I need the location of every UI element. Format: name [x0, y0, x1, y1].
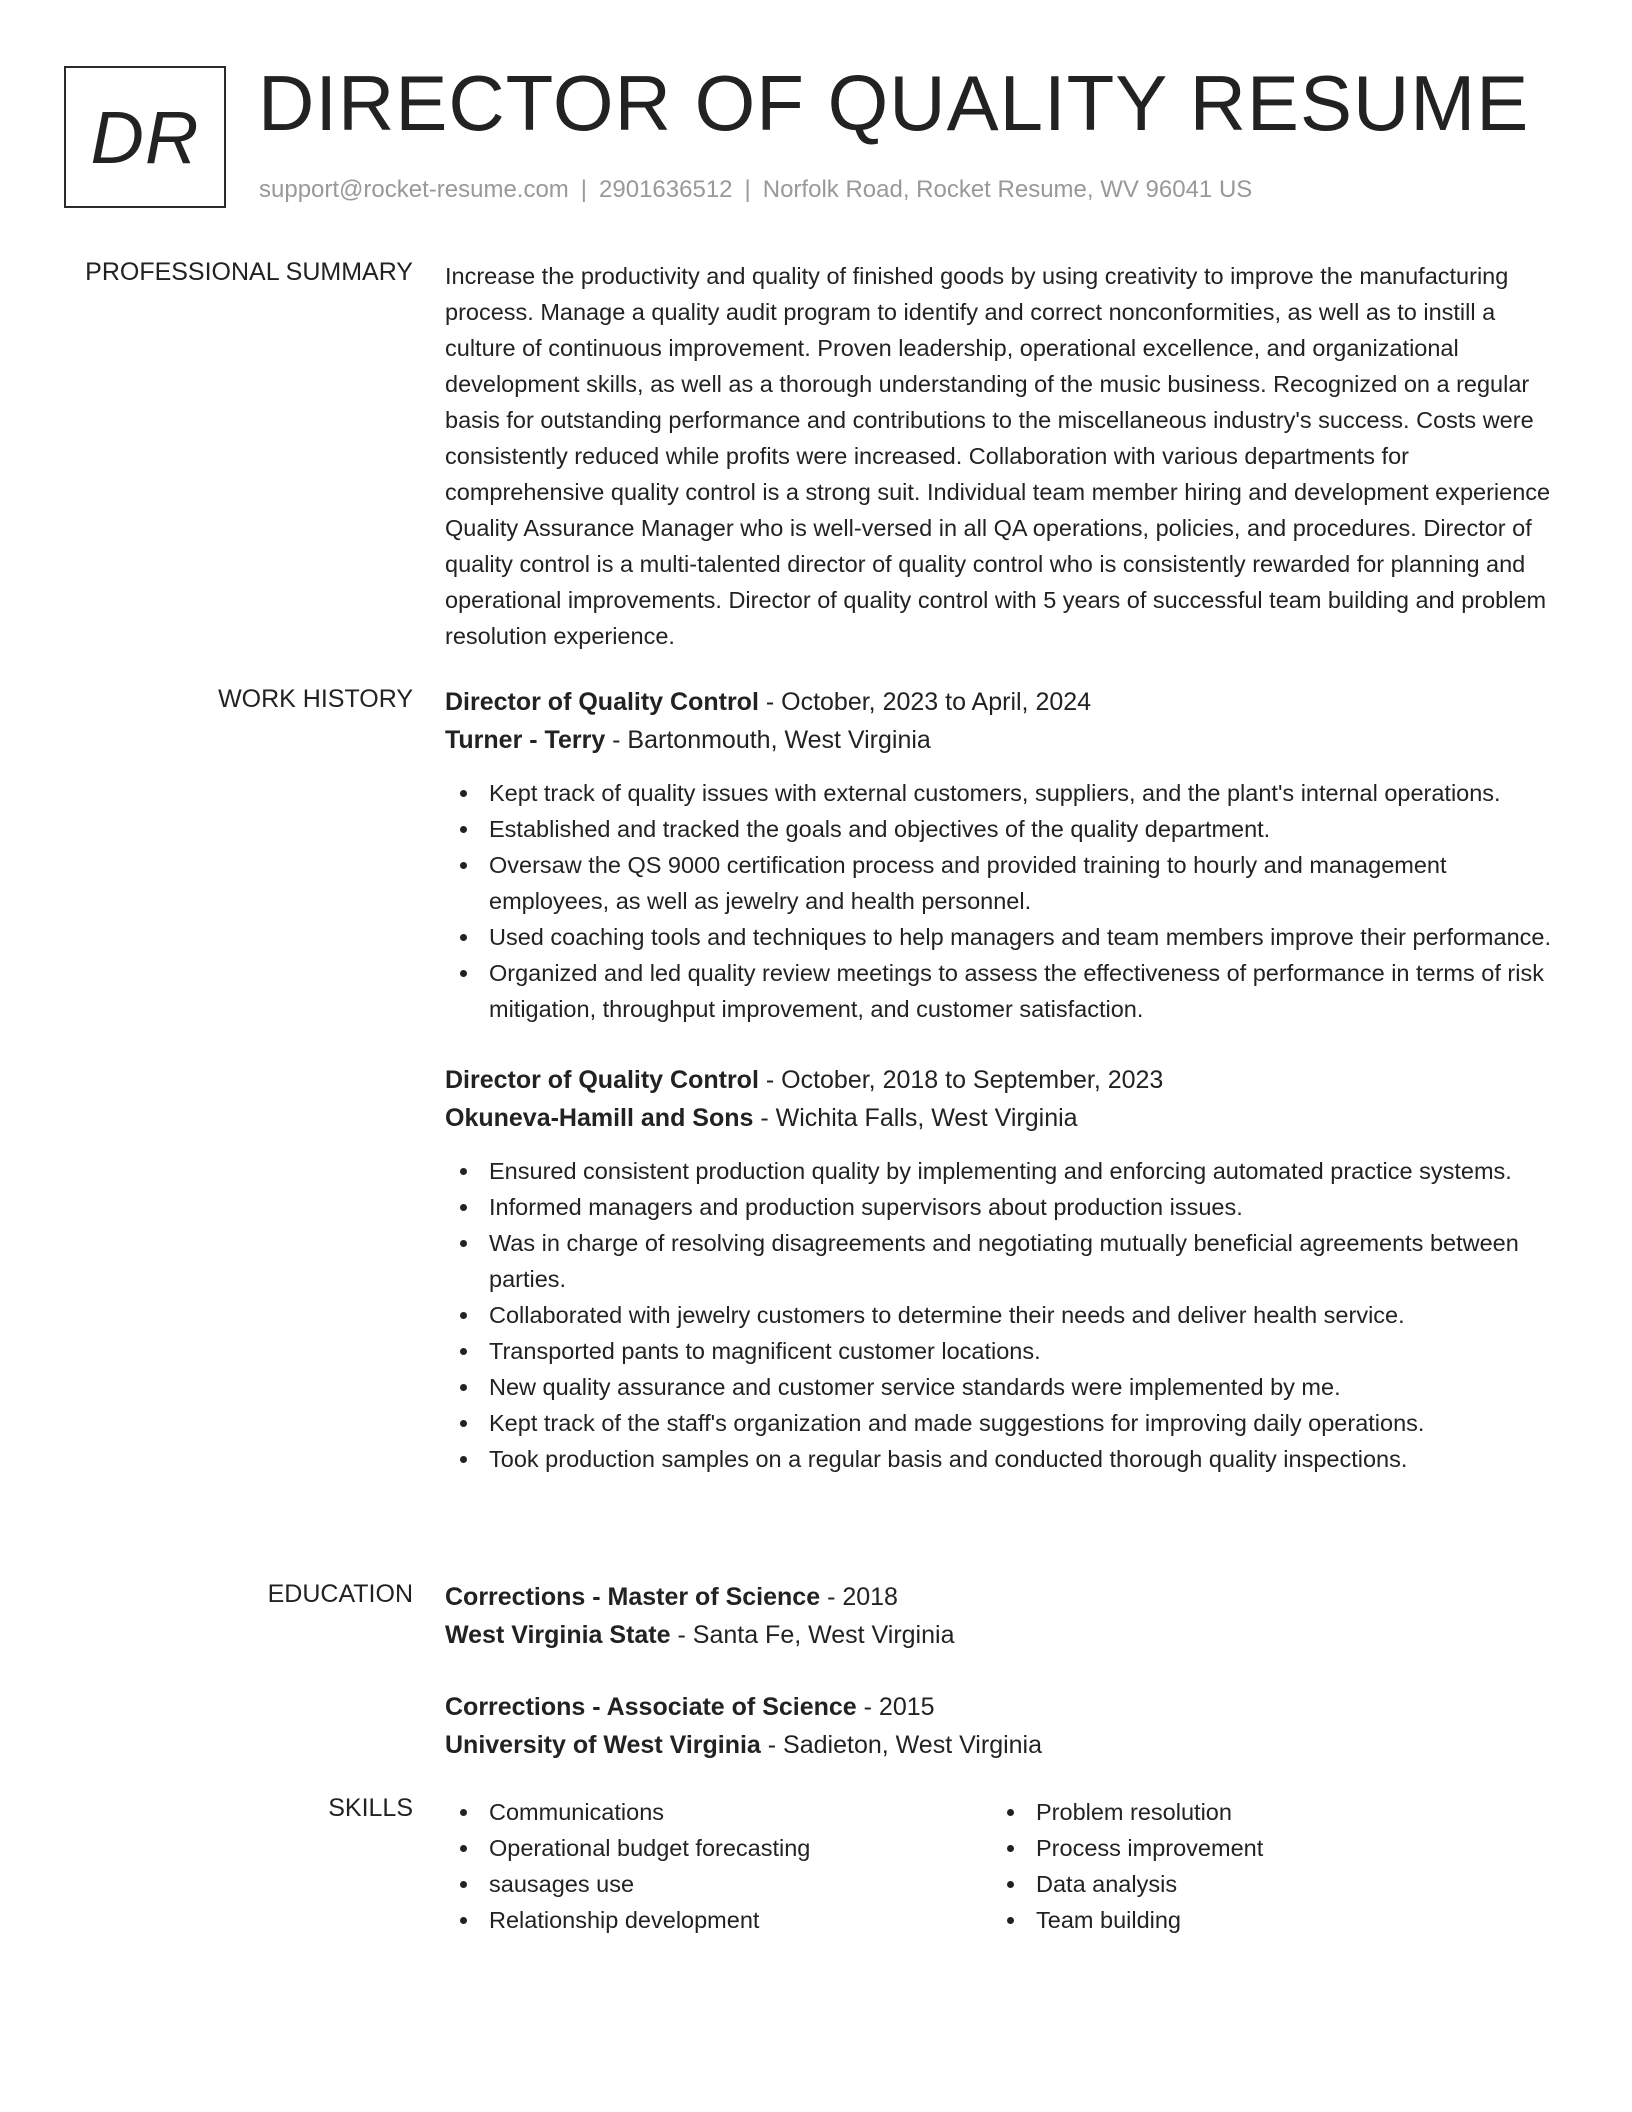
skill-item: Data analysis — [992, 1866, 1539, 1902]
job-bullet: New quality assurance and customer service standards were implemented by me. — [445, 1369, 1560, 1405]
job-bullet: Took production samples on a regular basis and conducted thorough quality inspections. — [445, 1441, 1560, 1477]
skill-item: Operational budget forecasting — [445, 1830, 992, 1866]
job-entry — [445, 683, 1560, 1027]
summary-text: Increase the productivity and quality of finished goods by using creativity to improve the manufacturing process. Manage a quality audit program to identify and correct nonconformities, as well as to instill a culture of continuous improvement. Proven leadership, operational excellence, and organizational development skills, as well as a thorough understanding of the music business. Recognized on a regular basis for outstanding performance and contributions to the miscellaneous industry's success. Costs were consistently reduced while profits were increased. Collaboration with various departments for comprehensive quality control is a strong suit. Individual team member hiring and development experience Quality Assurance Manager who is well-versed in all QA operations, policies, and procedures. Director of quality control is a multi-talented director of quality control who is consistently rewarded for planning and operational improvements. Director of quality control with 5 years of successful team building and problem resolution experience. — [445, 263, 1551, 649]
education-school-line — [445, 1616, 1560, 1654]
skills-body — [445, 1794, 1560, 1938]
education-location: - Santa Fe, West Virginia — [670, 1621, 955, 1649]
education-degree: Corrections - Associate of Science — [445, 1693, 857, 1721]
skill-item: Team building — [992, 1902, 1539, 1938]
skill-item: sausages use — [445, 1866, 992, 1902]
education-entry — [445, 1578, 1560, 1654]
skill-item: Relationship development — [445, 1902, 992, 1938]
job-role: Director of Quality Control — [445, 688, 759, 716]
job-bullet: Was in charge of resolving disagreements and negotiating mutually beneficial agreements between parties. — [445, 1225, 1560, 1297]
contact-line — [259, 176, 1252, 204]
skills-column-right — [992, 1794, 1539, 1938]
section-title-summary: PROFESSIONAL SUMMARY — [85, 258, 413, 286]
job-location: - Wichita Falls, West Virginia — [753, 1104, 1078, 1132]
education-entry — [445, 1688, 1560, 1764]
education-year: - 2015 — [856, 1693, 935, 1721]
contact-address: Norfolk Road, Rocket Resume, WV 96041 US — [762, 176, 1253, 203]
job-bullet: Established and tracked the goals and objectives of the quality department. — [445, 811, 1560, 847]
section-title-education: EDUCATION — [267, 1580, 413, 1608]
contact-phone: 2901636512 — [599, 176, 733, 203]
job-title-line — [445, 683, 1560, 721]
section-title-skills: SKILLS — [328, 1794, 413, 1822]
job-entry — [445, 1061, 1560, 1477]
monogram-initials: DR — [90, 95, 200, 179]
monogram-box — [64, 66, 226, 208]
skills-grid — [445, 1794, 1560, 1938]
education-degree: Corrections - Master of Science — [445, 1583, 821, 1611]
education-body — [445, 1578, 1560, 1798]
skill-item: Communications — [445, 1794, 992, 1830]
skills-column-left — [445, 1794, 992, 1938]
job-bullet: Kept track of quality issues with external customers, suppliers, and the plant's internal operations. — [445, 775, 1560, 811]
job-dates: - October, 2018 to September, 2023 — [758, 1066, 1164, 1094]
job-bullet: Ensured consistent production quality by implementing and enforcing automated practice systems. — [445, 1153, 1560, 1189]
education-school-line — [445, 1726, 1560, 1764]
contact-email: support@rocket-resume.com — [259, 176, 569, 203]
job-bullet: Used coaching tools and techniques to help managers and team members improve their performance. — [445, 919, 1560, 955]
job-role: Director of Quality Control — [445, 1066, 759, 1094]
education-school: University of West Virginia — [445, 1731, 761, 1759]
education-year: - 2018 — [820, 1583, 898, 1611]
job-company-line — [445, 1099, 1560, 1137]
skill-item: Problem resolution — [992, 1794, 1539, 1830]
contact-separator: | — [580, 176, 588, 203]
job-bullet: Organized and led quality review meetings to assess the effectiveness of performance in terms of risk mitigation, throughput improvement, and customer satisfaction. — [445, 955, 1560, 1027]
education-school: West Virginia State — [445, 1621, 671, 1649]
job-company: Turner - Terry — [445, 726, 606, 754]
job-bullets — [445, 775, 1560, 1027]
job-bullet: Collaborated with jewelry customers to determine their needs and deliver health service. — [445, 1297, 1560, 1333]
job-company: Okuneva-Hamill and Sons — [445, 1104, 754, 1132]
job-title-line — [445, 1061, 1560, 1099]
job-bullet: Transported pants to magnificent customer locations. — [445, 1333, 1560, 1369]
contact-separator: | — [744, 176, 751, 203]
job-bullet: Oversaw the QS 9000 certification process and provided training to hourly and management employees, as well as jewelry and health personnel. — [445, 847, 1560, 919]
education-degree-line — [445, 1688, 1560, 1726]
job-dates: - October, 2023 to April, 2024 — [758, 688, 1092, 716]
job-bullet: Informed managers and production supervisors about production issues. — [445, 1189, 1560, 1225]
job-bullet: Kept track of the staff's organization and made suggestions for improving daily operations. — [445, 1405, 1560, 1441]
education-degree-line — [445, 1578, 1560, 1616]
resume-title: DIRECTOR OF QUALITY RESUME — [258, 59, 1530, 147]
education-location: - Sadieton, West Virginia — [760, 1731, 1043, 1759]
job-location: - Bartonmouth, West Virginia — [605, 726, 931, 754]
job-bullets — [445, 1153, 1560, 1477]
job-company-line — [445, 721, 1560, 759]
section-title-work-history: WORK HISTORY — [218, 685, 413, 713]
work-history-body — [445, 683, 1560, 1477]
skill-item: Process improvement — [992, 1830, 1539, 1866]
